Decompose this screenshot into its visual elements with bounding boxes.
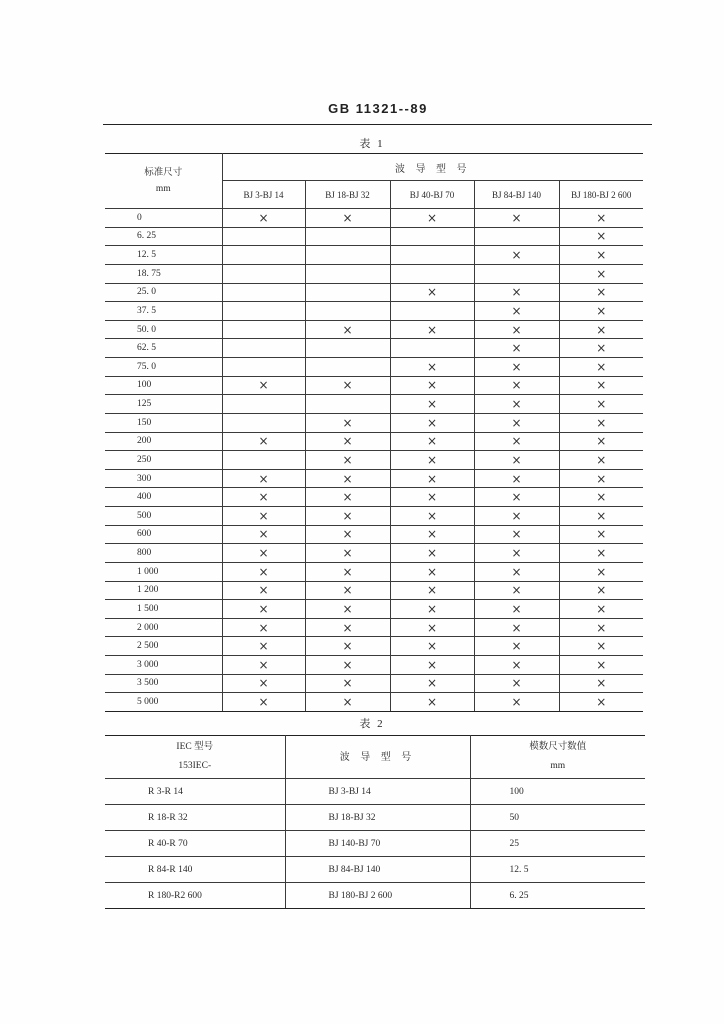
applicable-mark: × xyxy=(390,525,474,544)
applicable-mark: × xyxy=(559,413,643,432)
standard-size-cell: 400 xyxy=(105,488,222,507)
standard-size-cell: 62. 5 xyxy=(105,339,222,358)
empty-cell xyxy=(474,264,559,283)
module-value-cell: 6. 25 xyxy=(470,883,645,909)
table1-row xyxy=(105,618,643,637)
table2-caption: 表 2 xyxy=(359,718,385,730)
empty-cell xyxy=(305,395,390,414)
table1-caption: 表 1 xyxy=(359,138,385,150)
applicable-mark: × xyxy=(559,674,643,693)
applicable-mark: × xyxy=(305,320,390,339)
applicable-mark: × xyxy=(559,209,643,228)
applicable-mark: × xyxy=(222,562,305,581)
applicable-mark: × xyxy=(474,488,559,507)
applicable-mark: × xyxy=(305,469,390,488)
applicable-mark: × xyxy=(222,209,305,228)
applicable-mark: × xyxy=(474,451,559,470)
table1-row xyxy=(105,469,643,488)
module-value-cell: 12. 5 xyxy=(470,857,645,883)
applicable-mark: × xyxy=(559,320,643,339)
empty-cell xyxy=(222,451,305,470)
table1 xyxy=(105,153,643,712)
standard-size-cell: 75. 0 xyxy=(105,358,222,377)
empty-cell xyxy=(222,227,305,246)
applicable-mark: × xyxy=(559,469,643,488)
waveguide-type-cell: BJ 18-BJ 32 xyxy=(285,805,470,831)
empty-cell xyxy=(222,320,305,339)
applicable-mark: × xyxy=(390,674,474,693)
module-value-cell: 25 xyxy=(470,831,645,857)
empty-cell xyxy=(390,246,474,265)
table1-row xyxy=(105,451,643,470)
standard-size-cell: 3 500 xyxy=(105,674,222,693)
table1-row xyxy=(105,358,643,377)
applicable-mark: × xyxy=(390,283,474,302)
applicable-mark: × xyxy=(559,283,643,302)
empty-cell xyxy=(305,264,390,283)
table1-row xyxy=(105,507,643,526)
applicable-mark: × xyxy=(474,283,559,302)
applicable-mark: × xyxy=(559,581,643,600)
document-number: GB 11321--89 xyxy=(328,101,428,116)
table2-row xyxy=(105,831,645,857)
table2-body xyxy=(105,779,645,909)
table1-body xyxy=(105,209,643,712)
applicable-mark: × xyxy=(222,488,305,507)
empty-cell xyxy=(222,395,305,414)
table1-row xyxy=(105,302,643,321)
table2-row xyxy=(105,805,645,831)
empty-cell xyxy=(390,227,474,246)
standard-size-cell: 18. 75 xyxy=(105,264,222,283)
header-rule xyxy=(103,124,652,125)
applicable-mark: × xyxy=(305,693,390,712)
applicable-mark: × xyxy=(222,637,305,656)
applicable-mark: × xyxy=(474,525,559,544)
empty-cell xyxy=(222,246,305,265)
applicable-mark: × xyxy=(305,413,390,432)
applicable-mark: × xyxy=(390,488,474,507)
applicable-mark: × xyxy=(305,507,390,526)
table2 xyxy=(105,735,645,909)
empty-cell xyxy=(305,283,390,302)
table1-row xyxy=(105,395,643,414)
applicable-mark: × xyxy=(559,618,643,637)
applicable-mark: × xyxy=(559,637,643,656)
applicable-mark: × xyxy=(305,600,390,619)
applicable-mark: × xyxy=(390,451,474,470)
applicable-mark: × xyxy=(390,581,474,600)
standard-size-cell: 2 000 xyxy=(105,618,222,637)
standard-size-cell: 150 xyxy=(105,413,222,432)
empty-cell xyxy=(474,227,559,246)
iec-type-label: IEC 型号 xyxy=(176,742,214,752)
applicable-mark: × xyxy=(559,488,643,507)
standard-size-cell: 200 xyxy=(105,432,222,451)
applicable-mark: × xyxy=(559,246,643,265)
applicable-mark: × xyxy=(390,209,474,228)
applicable-mark: × xyxy=(305,376,390,395)
applicable-mark: × xyxy=(305,488,390,507)
applicable-mark: × xyxy=(474,507,559,526)
applicable-mark: × xyxy=(222,674,305,693)
table1-row xyxy=(105,693,643,712)
applicable-mark: × xyxy=(474,656,559,675)
applicable-mark: × xyxy=(559,358,643,377)
applicable-mark: × xyxy=(222,581,305,600)
empty-cell xyxy=(390,302,474,321)
table2-row xyxy=(105,883,645,909)
empty-cell xyxy=(222,283,305,302)
applicable-mark: × xyxy=(222,656,305,675)
applicable-mark: × xyxy=(305,209,390,228)
applicable-mark: × xyxy=(559,544,643,563)
empty-cell xyxy=(305,302,390,321)
table1-row xyxy=(105,283,643,302)
applicable-mark: × xyxy=(305,618,390,637)
iec-type-cell: R 3-R 14 xyxy=(105,779,285,805)
table1-row xyxy=(105,562,643,581)
module-value-header xyxy=(470,736,645,779)
applicable-mark: × xyxy=(222,693,305,712)
table1-row xyxy=(105,544,643,563)
standard-size-cell: 300 xyxy=(105,469,222,488)
column-header: BJ 40-BJ 70 xyxy=(390,181,474,209)
applicable-mark: × xyxy=(222,432,305,451)
applicable-mark: × xyxy=(222,525,305,544)
table1-row xyxy=(105,264,643,283)
applicable-mark: × xyxy=(390,618,474,637)
module-value-cell: 50 xyxy=(470,805,645,831)
applicable-mark: × xyxy=(305,674,390,693)
empty-cell xyxy=(390,264,474,283)
table1-row xyxy=(105,637,643,656)
table1-row xyxy=(105,376,643,395)
table2-header-row xyxy=(105,736,645,779)
applicable-mark: × xyxy=(559,395,643,414)
applicable-mark: × xyxy=(222,600,305,619)
applicable-mark: × xyxy=(474,339,559,358)
standard-size-cell: 5 000 xyxy=(105,693,222,712)
table1-row xyxy=(105,525,643,544)
table1-row xyxy=(105,246,643,265)
applicable-mark: × xyxy=(222,376,305,395)
standard-size-cell: 6. 25 xyxy=(105,227,222,246)
applicable-mark: × xyxy=(222,618,305,637)
applicable-mark: × xyxy=(305,525,390,544)
iec-type-cell: R 40-R 70 xyxy=(105,831,285,857)
applicable-mark: × xyxy=(559,264,643,283)
applicable-mark: × xyxy=(390,469,474,488)
applicable-mark: × xyxy=(559,525,643,544)
standard-size-cell: 250 xyxy=(105,451,222,470)
applicable-mark: × xyxy=(390,656,474,675)
applicable-mark: × xyxy=(390,376,474,395)
applicable-mark: × xyxy=(474,376,559,395)
empty-cell xyxy=(222,413,305,432)
standard-size-cell: 25. 0 xyxy=(105,283,222,302)
table1-row xyxy=(105,413,643,432)
standard-size-cell: 800 xyxy=(105,544,222,563)
iec-type-cell: R 180-R2 600 xyxy=(105,883,285,909)
applicable-mark: × xyxy=(559,656,643,675)
applicable-mark: × xyxy=(390,358,474,377)
standard-size-cell: 12. 5 xyxy=(105,246,222,265)
applicable-mark: × xyxy=(305,581,390,600)
applicable-mark: × xyxy=(559,227,643,246)
applicable-mark: × xyxy=(390,562,474,581)
applicable-mark: × xyxy=(222,544,305,563)
table1-row xyxy=(105,600,643,619)
standard-size-cell: 50. 0 xyxy=(105,320,222,339)
standard-size-cell: 100 xyxy=(105,376,222,395)
module-value-unit: mm xyxy=(550,761,566,771)
applicable-mark: × xyxy=(390,432,474,451)
standard-size-cell: 3 000 xyxy=(105,656,222,675)
applicable-mark: × xyxy=(305,637,390,656)
applicable-mark: × xyxy=(474,674,559,693)
standard-size-cell: 600 xyxy=(105,525,222,544)
iec-type-header xyxy=(105,736,285,779)
applicable-mark: × xyxy=(474,693,559,712)
standard-size-cell: 2 500 xyxy=(105,637,222,656)
iec-type-cell: R 18-R 32 xyxy=(105,805,285,831)
iec-type-sublabel: 153IEC- xyxy=(178,761,212,771)
table1-row xyxy=(105,209,643,228)
applicable-mark: × xyxy=(474,320,559,339)
applicable-mark: × xyxy=(559,451,643,470)
column-header: BJ 18-BJ 32 xyxy=(305,181,390,209)
module-value-cell: 100 xyxy=(470,779,645,805)
table1-header-row xyxy=(105,154,643,181)
table1-row xyxy=(105,227,643,246)
applicable-mark: × xyxy=(474,600,559,619)
table1-row xyxy=(105,488,643,507)
standard-size-label: 标准尺寸 xyxy=(144,168,183,178)
column-header: BJ 84-BJ 140 xyxy=(474,181,559,209)
standard-size-cell: 500 xyxy=(105,507,222,526)
standard-size-cell: 1 200 xyxy=(105,581,222,600)
applicable-mark: × xyxy=(474,302,559,321)
applicable-mark: × xyxy=(390,693,474,712)
empty-cell xyxy=(305,227,390,246)
applicable-mark: × xyxy=(559,507,643,526)
applicable-mark: × xyxy=(559,302,643,321)
column-header: BJ 180-BJ 2 600 xyxy=(559,181,643,209)
applicable-mark: × xyxy=(474,358,559,377)
applicable-mark: × xyxy=(390,637,474,656)
standard-size-unit: mm xyxy=(155,184,171,194)
applicable-mark: × xyxy=(559,432,643,451)
applicable-mark: × xyxy=(474,413,559,432)
applicable-mark: × xyxy=(390,395,474,414)
applicable-mark: × xyxy=(474,544,559,563)
waveguide-type-cell: BJ 84-BJ 140 xyxy=(285,857,470,883)
empty-cell xyxy=(390,339,474,358)
applicable-mark: × xyxy=(305,451,390,470)
table1-row xyxy=(105,432,643,451)
waveguide-type-cell: BJ 3-BJ 14 xyxy=(285,779,470,805)
applicable-mark: × xyxy=(305,656,390,675)
iec-type-cell: R 84-R 140 xyxy=(105,857,285,883)
empty-cell xyxy=(222,264,305,283)
empty-cell xyxy=(305,339,390,358)
standard-size-cell: 0 xyxy=(105,209,222,228)
applicable-mark: × xyxy=(559,376,643,395)
empty-cell xyxy=(222,358,305,377)
applicable-mark: × xyxy=(222,507,305,526)
empty-cell xyxy=(222,302,305,321)
standard-size-cell: 125 xyxy=(105,395,222,414)
module-value-label: 模数尺寸数值 xyxy=(529,742,587,752)
applicable-mark: × xyxy=(559,693,643,712)
applicable-mark: × xyxy=(390,507,474,526)
table1-row xyxy=(105,581,643,600)
applicable-mark: × xyxy=(559,600,643,619)
applicable-mark: × xyxy=(474,581,559,600)
standard-size-header xyxy=(105,154,222,209)
applicable-mark: × xyxy=(474,395,559,414)
table1-row xyxy=(105,674,643,693)
applicable-mark: × xyxy=(305,432,390,451)
applicable-mark: × xyxy=(305,562,390,581)
applicable-mark: × xyxy=(305,544,390,563)
empty-cell xyxy=(305,358,390,377)
table1-row xyxy=(105,656,643,675)
applicable-mark: × xyxy=(474,209,559,228)
waveguide-type-cell: BJ 140-BJ 70 xyxy=(285,831,470,857)
table1-row xyxy=(105,339,643,358)
table1-row xyxy=(105,320,643,339)
table2-row xyxy=(105,857,645,883)
waveguide-type-header: 波 导 型 号 xyxy=(285,736,470,779)
table2-row xyxy=(105,779,645,805)
column-header: BJ 3-BJ 14 xyxy=(222,181,305,209)
empty-cell xyxy=(305,246,390,265)
applicable-mark: × xyxy=(222,469,305,488)
applicable-mark: × xyxy=(390,320,474,339)
applicable-mark: × xyxy=(474,246,559,265)
waveguide-type-cell: BJ 180-BJ 2 600 xyxy=(285,883,470,909)
applicable-mark: × xyxy=(474,432,559,451)
applicable-mark: × xyxy=(474,618,559,637)
applicable-mark: × xyxy=(474,469,559,488)
standard-size-cell: 37. 5 xyxy=(105,302,222,321)
applicable-mark: × xyxy=(559,339,643,358)
applicable-mark: × xyxy=(559,562,643,581)
standard-size-cell: 1 500 xyxy=(105,600,222,619)
standard-size-cell: 1 000 xyxy=(105,562,222,581)
empty-cell xyxy=(222,339,305,358)
applicable-mark: × xyxy=(474,637,559,656)
applicable-mark: × xyxy=(474,562,559,581)
waveguide-type-header: 波 导 型 号 xyxy=(222,154,643,181)
applicable-mark: × xyxy=(390,413,474,432)
applicable-mark: × xyxy=(390,600,474,619)
applicable-mark: × xyxy=(390,544,474,563)
